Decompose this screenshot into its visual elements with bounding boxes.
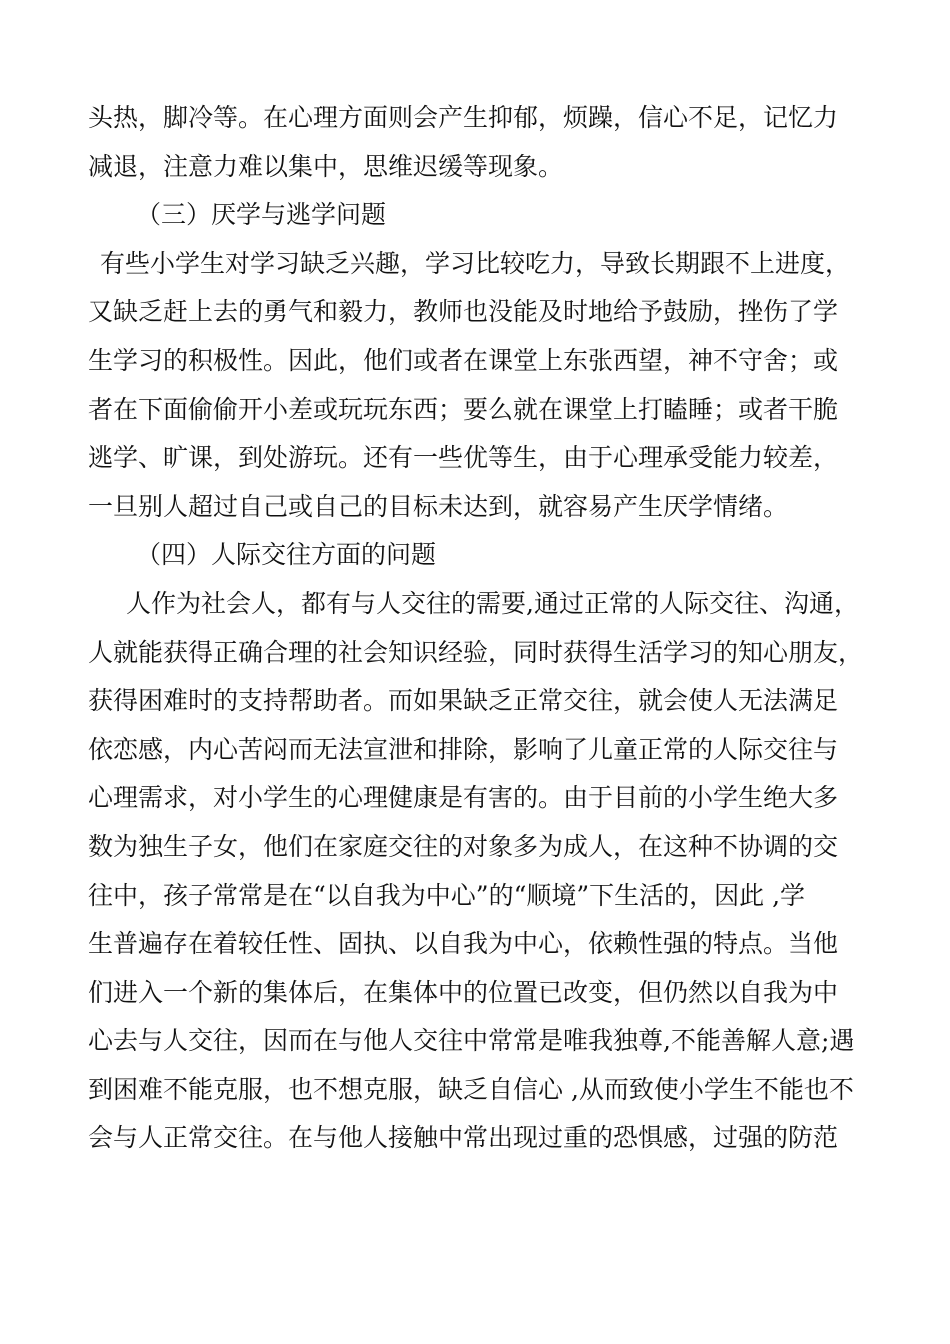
document-body xyxy=(88,94,864,1163)
text-line: 往中，孩子常常是在“以自我为中心”的“顺境”下生活的，因此 ,学 xyxy=(88,880,806,910)
text-line: 数为独生子女，他们在家庭交往的对象多为成人，在这种不协调的交 xyxy=(88,831,839,861)
text-line: 人就能获得正确合理的社会知识经验，同时获得生活学习的知心朋友， xyxy=(88,637,864,667)
text-line: 一旦别人超过自己或自己的目标未达到，就容易产生厌学情绪。 xyxy=(88,491,789,521)
text-line: 人作为社会人，都有与人交往的需要,通过正常的人际交往、沟通， xyxy=(126,588,859,618)
text-line: 心去与人交往，因而在与他人交往中常常是唯我独尊,不能善解人意;遇 xyxy=(88,1026,855,1056)
section-heading-4: （四）人际交往方面的问题 xyxy=(136,540,437,570)
text-line: 又缺乏赶上去的勇气和毅力，教师也没能及时地给予鼓励，挫伤了学 xyxy=(88,297,839,327)
text-line: 心理需求，对小学生的心理健康是有害的。由于目前的小学生绝大多 xyxy=(88,783,839,813)
text-line: 获得困难时的支持帮助者。而如果缺乏正常交往，就会使人无法满足 xyxy=(88,686,839,716)
text-line: 依恋感，内心苦闷而无法宣泄和排除，影响了儿童正常的人际交往与 xyxy=(88,734,839,764)
text-line: 者在下面偷偷开小差或玩玩东西；要么就在课堂上打瞌睡；或者干脆 xyxy=(88,394,839,424)
text-line: 生学习的积极性。因此，他们或者在课堂上东张西望，神不守舍；或 xyxy=(88,345,839,375)
text-line: 头热，脚冷等。在心理方面则会产生抑郁，烦躁，信心不足，记忆力 xyxy=(88,103,839,132)
text-line: 逃学、旷课，到处游玩。还有一些优等生，由于心理承受能力较差， xyxy=(88,443,839,473)
text-line: 会与人正常交往。在与他人接触中常出现过重的恐惧感，过强的防范 xyxy=(88,1123,839,1153)
text-line: 到困难不能克服，也不想克服，缺乏自信心 ,从而致使小学生不能也不 xyxy=(88,1074,854,1104)
section-heading-3: （三）厌学与逃学问题 xyxy=(136,200,387,230)
text-line: 减退，注意力难以集中，思维迟缓等现象。 xyxy=(88,151,564,181)
text-line: 有些小学生对学习缺乏兴趣，学习比较吃力，导致长期跟不上进度， xyxy=(100,248,851,278)
text-line: 生普遍存在着较任性、固执、以自我为中心，依赖性强的特点。当他 xyxy=(88,929,839,959)
text-line: 们进入一个新的集体后，在集体中的位置已改变，但仍然以自我为中 xyxy=(88,977,839,1007)
